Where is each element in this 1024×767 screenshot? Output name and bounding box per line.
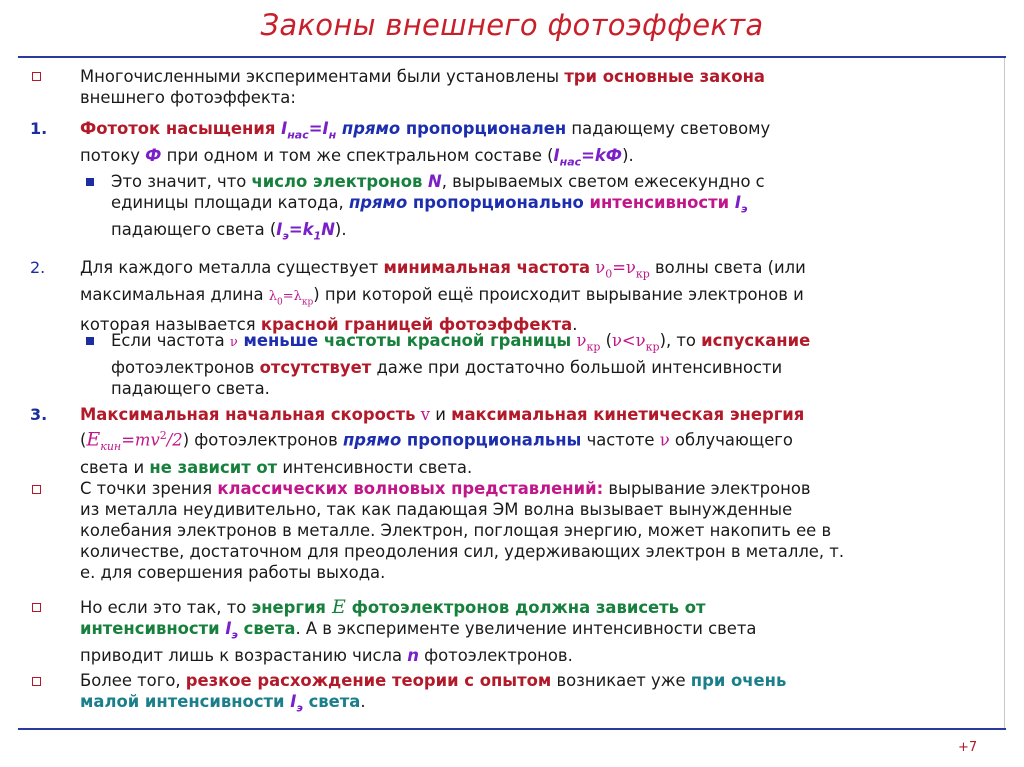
l3-c: и — [429, 405, 452, 424]
l3-k: ) фотоэлектронов — [182, 430, 343, 450]
l2s-c: меньше — [237, 331, 319, 350]
slide-title: Законы внешнего фотоэффекта — [260, 8, 764, 42]
l2s-b: ν — [229, 335, 238, 350]
n2-b: энергия — [251, 598, 326, 617]
l1s-m: э — [282, 229, 289, 243]
law1-direct: прямо — [336, 119, 401, 138]
l2s-l: фотоэлектронов — [111, 358, 260, 378]
l3-n: частоте — [581, 430, 660, 450]
law1-formula: =kФ — [581, 146, 623, 166]
l2s-k: испускание — [701, 331, 811, 350]
n3-d: при очень — [690, 671, 787, 690]
law1-sub3: нас — [559, 155, 582, 169]
l3-d: максимальная кинетическая энергия — [451, 405, 805, 424]
l2s-n: даже при достаточно большой интенсивности — [371, 358, 783, 378]
bullet-box-icon — [32, 603, 41, 612]
sub-bullet-icon — [86, 178, 94, 186]
law3-paragraph — [80, 404, 980, 478]
l3-i: 2 — [159, 429, 167, 442]
n1-d: из металла неудивительно, так как падающая ЭМ волна вызывает вынужденные — [80, 500, 793, 519]
l1s-g: пропорционально — [407, 193, 584, 212]
l3-o: ν — [659, 430, 670, 450]
l1s-j: э — [740, 202, 748, 216]
l2-m: ) при которой ещё происходит вырывание электронов и — [313, 285, 804, 305]
intro-paragraph — [80, 66, 980, 108]
law1-text3: при одном и том же спектральном составе ( — [161, 146, 554, 166]
intro-text: Многочисленными экспериментами были установлены — [80, 67, 565, 86]
l3-g: кин — [100, 439, 122, 453]
law1-sym: I — [281, 119, 288, 138]
l3-q: света и — [80, 457, 150, 477]
law1-sub: нас — [287, 128, 309, 142]
footer-rule — [18, 728, 1006, 730]
n2-d: фотоэлектронов должна зависеть от — [345, 598, 706, 617]
l1s-h: интенсивности — [583, 193, 730, 212]
note2-paragraph — [80, 597, 980, 666]
l3-m: пропорциональны — [401, 430, 582, 450]
l3-e: ( — [80, 430, 87, 450]
law1-sub-paragraph — [111, 171, 971, 247]
l2-b: минимальная частота — [383, 258, 590, 277]
l3-l: прямо — [342, 430, 402, 450]
law1-paragraph — [80, 118, 980, 173]
law1-prop: пропорционален — [400, 119, 567, 138]
l2s-g: ( — [600, 331, 612, 350]
l2s-a: Если частота — [111, 331, 230, 350]
bullet-box-icon — [32, 485, 41, 494]
law1-text: падающему световому — [566, 119, 771, 138]
note1-paragraph — [80, 478, 980, 583]
law1-sym2: =I — [308, 119, 329, 138]
l1s-i: I — [729, 193, 741, 212]
l2-i: λ — [268, 289, 278, 305]
l2-o: красной границей фотоэффекта — [260, 314, 573, 334]
n2-a: Но если это так, то — [80, 598, 252, 617]
n2-g: э — [231, 628, 238, 642]
n1-c: вырывание электронов — [603, 479, 811, 498]
n1-e: колебания электронов в металле. Электрон, поглощая энергию, может накопить ее в — [80, 521, 832, 540]
law1-text2: потоку — [80, 146, 146, 166]
n2-e: интенсивности — [80, 619, 220, 638]
intro-text-2: внешнего фотоэффекта: — [80, 88, 296, 107]
l2s-e: ν — [571, 331, 587, 350]
law1-phi: Ф — [145, 146, 162, 166]
l1s-n: =k — [288, 220, 314, 240]
l2-k: =λ — [282, 289, 302, 305]
n1-a: С точки зрения — [80, 479, 218, 498]
right-border — [1004, 58, 1005, 728]
n3-c: возникает уже — [551, 671, 691, 690]
l2-a: Для каждого металла существует — [80, 258, 384, 277]
l1s-a: Это значит, что — [111, 172, 252, 191]
l3-f: E — [86, 428, 101, 451]
n3-f: I — [284, 692, 297, 711]
n2-i: . А в эксперименте увеличение интенсивности света — [295, 619, 757, 638]
l2-p: . — [572, 314, 578, 334]
law1-title: Фототок насыщения — [80, 119, 282, 138]
l2s-f: кр — [586, 340, 601, 354]
n3-i: . — [360, 692, 366, 711]
l1s-l: I — [276, 220, 283, 240]
page-number: +7 — [958, 740, 978, 755]
n3-h: света — [302, 692, 361, 711]
title-underline — [18, 56, 1006, 58]
l1s-k: падающего света ( — [111, 220, 277, 240]
l1s-q: ). — [334, 220, 347, 240]
l2-c: ν — [590, 258, 606, 277]
l2s-j: ), то — [659, 331, 702, 350]
n1-b: классических волновых представлений: — [217, 479, 604, 498]
n2-h: света — [237, 619, 296, 638]
l2-j: 0 — [277, 297, 283, 308]
intro-highlight: три основные закона — [564, 67, 765, 86]
law2-number: 2. — [30, 258, 46, 277]
n3-b: резкое расхождение теории с опытом — [185, 671, 552, 690]
l3-a: Максимальная начальная скорость — [80, 405, 416, 424]
n2-j: приводит лишь к возрастанию числа — [80, 646, 408, 666]
l1s-e: единицы площади катода, — [111, 193, 349, 212]
n2-f: I — [219, 619, 232, 638]
l2s-h: ν<ν — [611, 331, 646, 350]
law3-number: 3. — [30, 405, 48, 424]
bullet-box-icon — [32, 72, 41, 81]
l2-h: максимальная длина — [80, 285, 269, 305]
n3-g: э — [296, 701, 303, 715]
l1s-c: N — [422, 172, 442, 191]
n2-l: фотоэлектронов. — [418, 646, 573, 666]
l3-p: облучающего — [669, 430, 793, 450]
l1s-f: прямо — [348, 193, 408, 212]
bullet-box-icon — [32, 677, 41, 686]
l1s-o: 1 — [313, 229, 322, 243]
l3-b: v — [415, 405, 430, 424]
l2s-o: падающего света. — [111, 379, 270, 399]
n1-f: количестве, достаточном для преодоления сил, удерживающих электрон в металле, т. — [80, 542, 845, 561]
l3-j: /2 — [166, 430, 183, 450]
l2-l: кр — [301, 297, 314, 308]
sub-bullet-icon — [86, 337, 94, 345]
l2s-d: частоты красной границы — [318, 331, 572, 350]
l1s-p: N — [321, 220, 335, 240]
n3-e: малой интенсивности — [80, 692, 285, 711]
note3-paragraph — [80, 670, 980, 718]
l3-s: интенсивности света. — [277, 457, 473, 477]
n1-g: е. для совершения работы выхода. — [80, 563, 386, 582]
law2-sub-paragraph — [111, 330, 971, 399]
l2-n: которая называется — [80, 314, 261, 334]
l1s-d: , вырываемых светом ежесекундно с — [441, 172, 765, 191]
l2s-m: отсутствует — [259, 358, 372, 378]
l3-r: не зависит от — [149, 457, 278, 477]
law2-paragraph — [80, 257, 980, 335]
law1-sub2: н — [328, 128, 337, 142]
l3-h: =mv — [121, 430, 160, 450]
l2-f: кр — [635, 267, 650, 281]
l2s-i: кр — [645, 340, 660, 354]
l2-g: волны света (или — [649, 258, 806, 277]
l2-e: =ν — [612, 258, 636, 277]
n2-k: n — [407, 646, 419, 666]
law1-sym3: I — [553, 146, 560, 166]
l2-d: 0 — [605, 267, 613, 281]
law1-number: 1. — [30, 119, 48, 138]
n2-c: E — [325, 596, 346, 618]
n3-a: Более того, — [80, 671, 186, 690]
law1-end: ). — [622, 146, 634, 166]
l1s-b: число электронов — [251, 172, 423, 191]
